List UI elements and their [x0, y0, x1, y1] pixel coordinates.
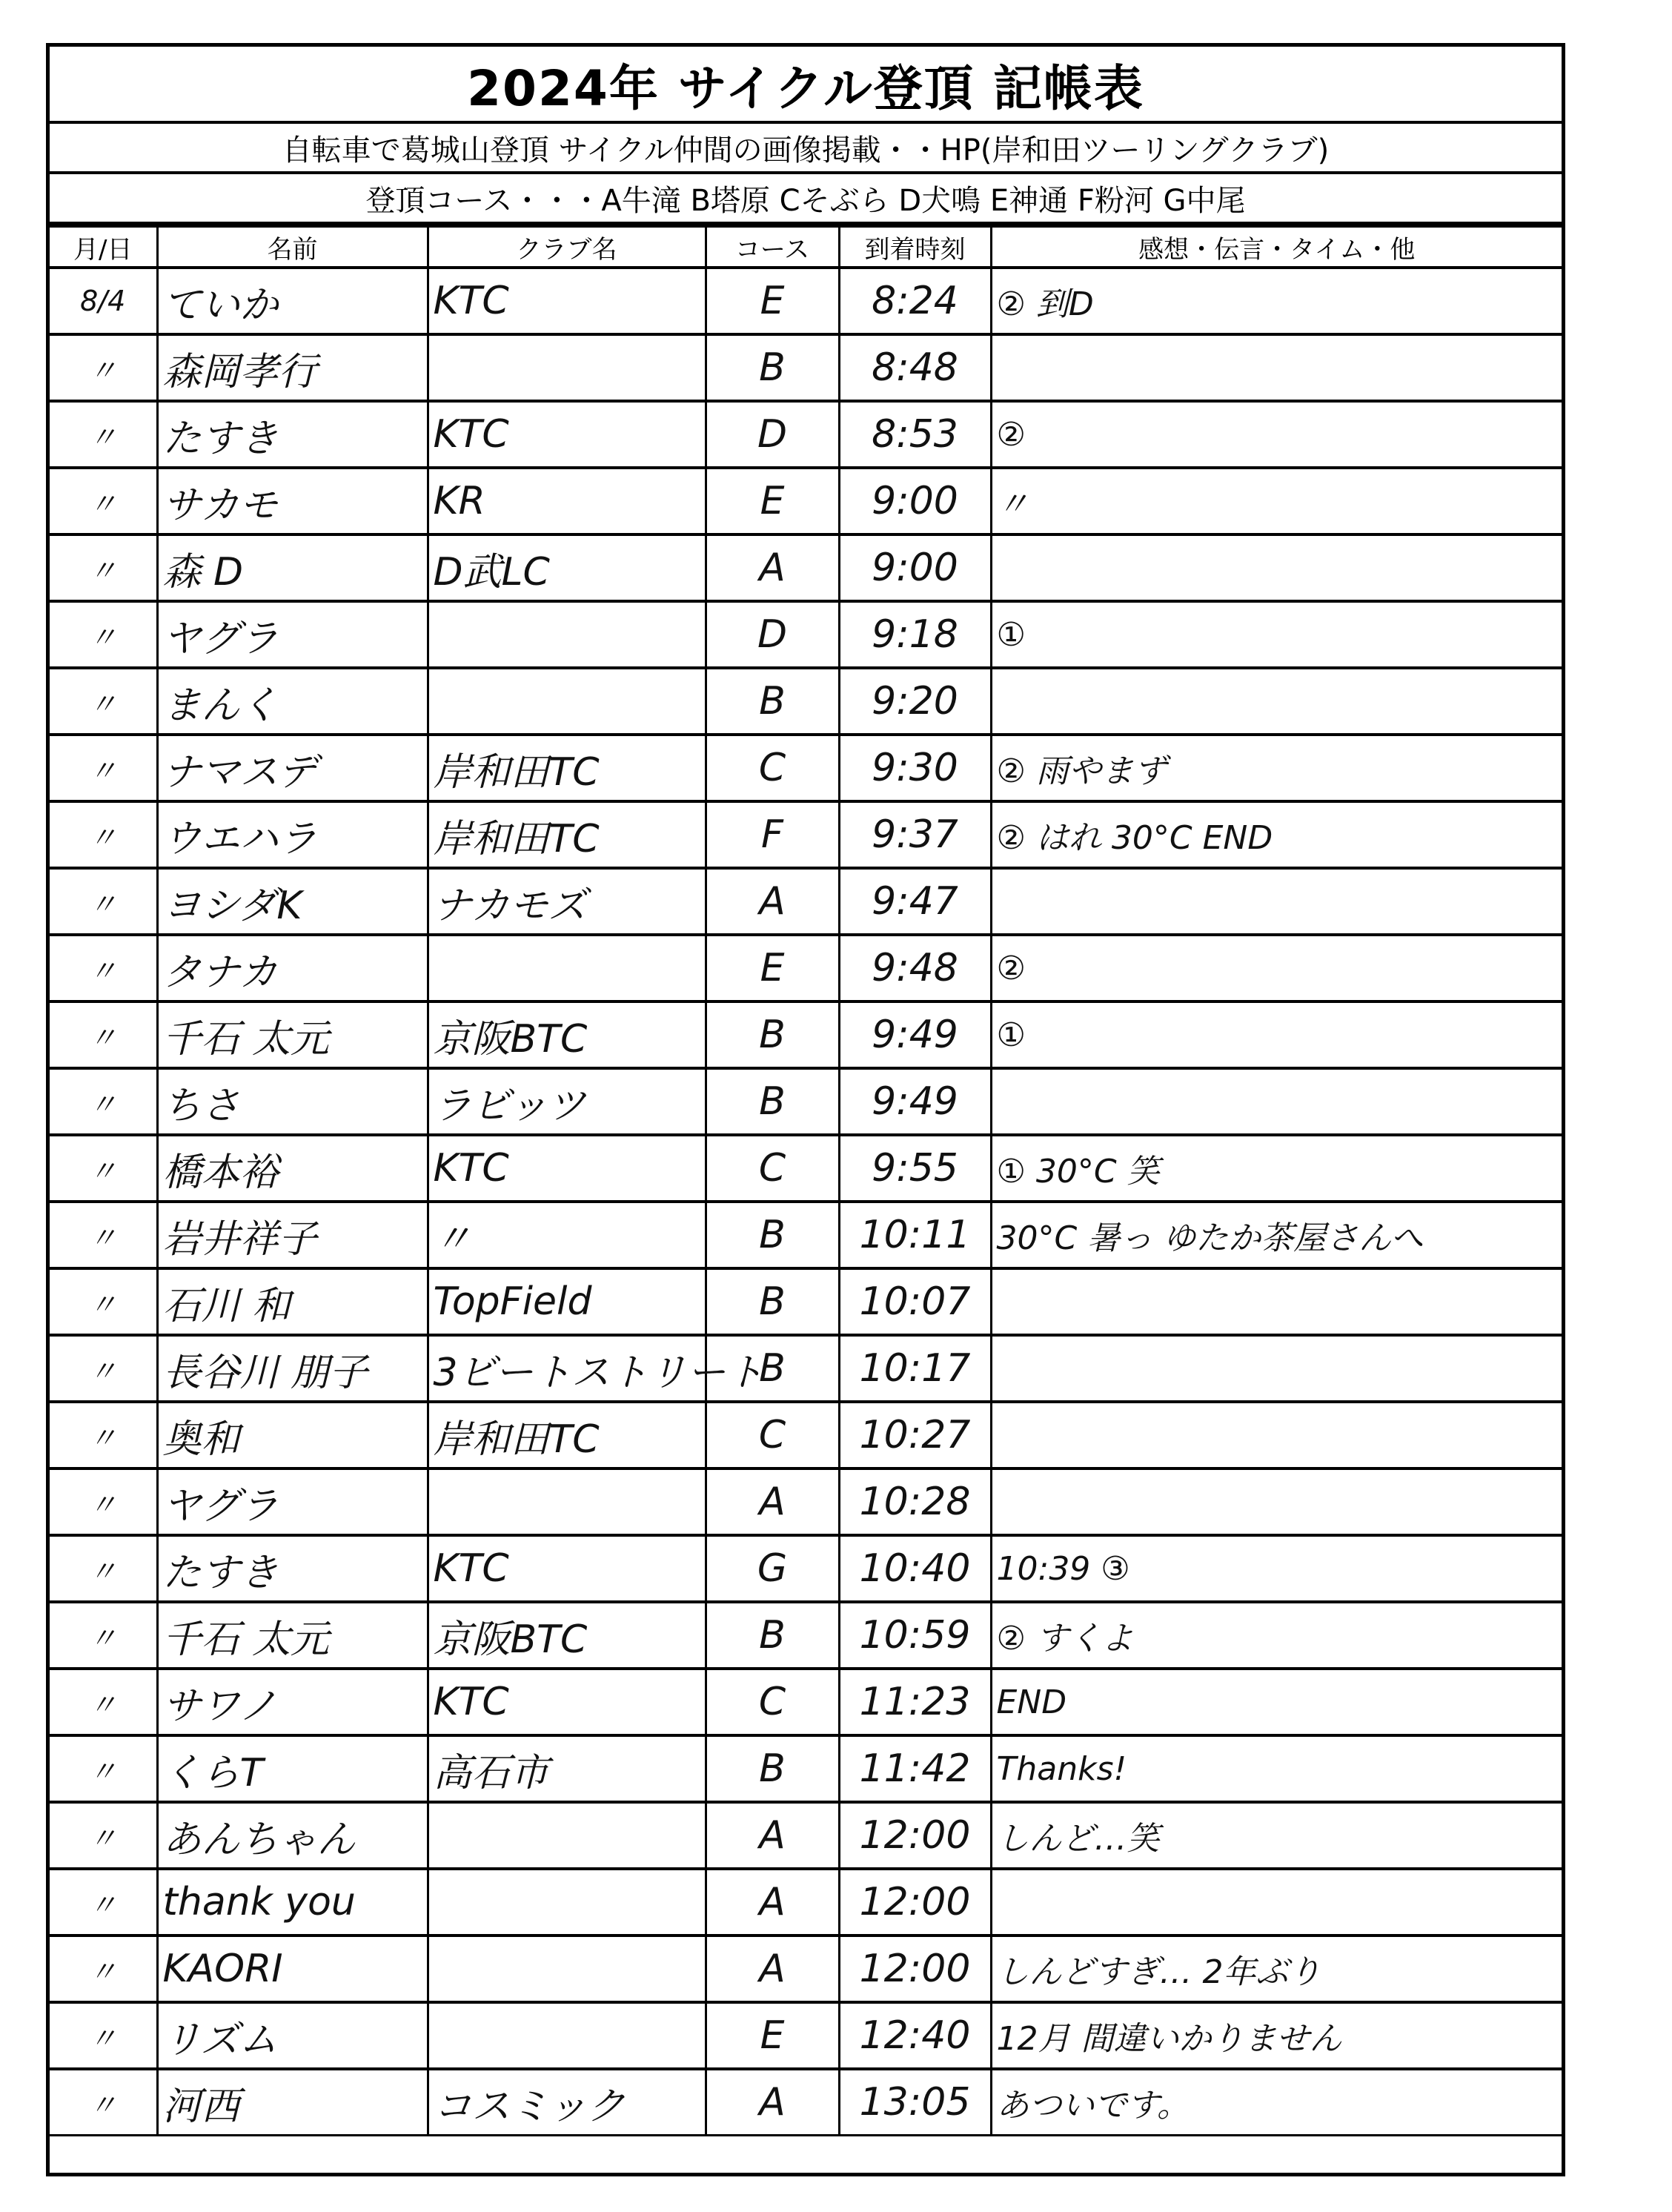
- cell-comment: ② 到D: [991, 268, 1562, 334]
- log-sheet: [46, 43, 1565, 2176]
- cell-comment: ② 雨やまず: [991, 735, 1562, 801]
- cell-comment: END: [991, 1669, 1562, 1735]
- cell-name: 奥和: [157, 1402, 428, 1468]
- cell-club: [428, 1869, 706, 1936]
- cell-club: KTC: [428, 1135, 706, 1202]
- cell-club: KTC: [428, 1669, 706, 1735]
- cell-comment: [991, 1335, 1562, 1402]
- cell-course: A: [706, 1468, 839, 1535]
- cell-course: B: [706, 1602, 839, 1669]
- cell-time: 10:28: [839, 1468, 991, 1535]
- table-row: [50, 2069, 1562, 2136]
- table-row: [50, 1936, 1562, 2002]
- cell-course: E: [706, 468, 839, 534]
- cell-name: リズム: [157, 2002, 428, 2069]
- cell-club: KTC: [428, 1535, 706, 1602]
- cell-time: 10:59: [839, 1602, 991, 1669]
- cell-time: 10:40: [839, 1535, 991, 1602]
- cell-date: 〃: [50, 735, 157, 801]
- cell-comment: しんど…笑: [991, 1802, 1562, 1869]
- cell-date: 〃: [50, 1068, 157, 1135]
- table-row: [50, 534, 1562, 601]
- cell-course: G: [706, 1535, 839, 1602]
- cell-name: ていか: [157, 268, 428, 334]
- cell-club: TopField: [428, 1268, 706, 1335]
- cell-club: KR: [428, 468, 706, 534]
- cell-course: E: [706, 935, 839, 1001]
- cell-time: 9:37: [839, 801, 991, 868]
- cell-club: 京阪BTC: [428, 1602, 706, 1669]
- cell-comment: [991, 534, 1562, 601]
- cell-club: 〃: [428, 1202, 706, 1268]
- cell-name: ナマスデ: [157, 735, 428, 801]
- cell-name: たすき: [157, 401, 428, 468]
- cell-course: F: [706, 801, 839, 868]
- cell-course: B: [706, 1202, 839, 1268]
- cell-name: 森岡孝行: [157, 334, 428, 401]
- cell-club: ナカモズ: [428, 868, 706, 935]
- cell-club: 高石市: [428, 1735, 706, 1802]
- table-row: [50, 1268, 1562, 1335]
- course-legend: 登頂コース・・・A牛滝 B塔原 Cそぶら D犬鳴 E神通 F粉河 G中尾: [50, 174, 1562, 225]
- cell-date: 〃: [50, 401, 157, 468]
- table-row: [50, 1869, 1562, 1936]
- table-row: [50, 1802, 1562, 1869]
- cell-course: A: [706, 1869, 839, 1936]
- table-row: [50, 935, 1562, 1001]
- cell-club: [428, 935, 706, 1001]
- cell-comment: [991, 1068, 1562, 1135]
- cell-club: [428, 2002, 706, 2069]
- cell-course: A: [706, 1802, 839, 1869]
- cell-club: 3ビートストリート: [428, 1335, 706, 1402]
- header-club: クラブ名: [428, 226, 706, 268]
- cell-club: [428, 1468, 706, 1535]
- cell-club: 岸和田TC: [428, 1402, 706, 1468]
- cell-comment: ②: [991, 935, 1562, 1001]
- cell-name: 河西: [157, 2069, 428, 2136]
- cell-club: KTC: [428, 268, 706, 334]
- cell-name: ヨシダK: [157, 868, 428, 935]
- cell-comment: [991, 1468, 1562, 1535]
- cell-club: 京阪BTC: [428, 1001, 706, 1068]
- header-date: 月/日: [50, 226, 157, 268]
- cell-club: コスミック: [428, 2069, 706, 2136]
- cell-name: thank you: [157, 1869, 428, 1936]
- cell-course: E: [706, 268, 839, 334]
- cell-comment: ①: [991, 601, 1562, 668]
- cell-club: [428, 334, 706, 401]
- cell-time: 12:40: [839, 2002, 991, 2069]
- table-row: [50, 801, 1562, 868]
- cell-time: 9:00: [839, 468, 991, 534]
- cell-course: B: [706, 1735, 839, 1802]
- cell-date: 〃: [50, 1335, 157, 1402]
- cell-name: KAORI: [157, 1936, 428, 2002]
- cell-date: 〃: [50, 801, 157, 868]
- cell-date: 〃: [50, 1869, 157, 1936]
- table-row: [50, 1335, 1562, 1402]
- cell-name: まんく: [157, 668, 428, 735]
- cell-time: 10:07: [839, 1268, 991, 1335]
- cell-date: 〃: [50, 1602, 157, 1669]
- cell-course: A: [706, 534, 839, 601]
- cell-name: 石川 和: [157, 1268, 428, 1335]
- header-course: コース: [706, 226, 839, 268]
- sheet-title: 2024年 サイクル登頂 記帳表: [50, 47, 1562, 124]
- cell-course: C: [706, 1135, 839, 1202]
- cell-course: E: [706, 2002, 839, 2069]
- cell-club: [428, 668, 706, 735]
- header-row: [50, 226, 1562, 268]
- table-row: [50, 601, 1562, 668]
- table-row: [50, 1402, 1562, 1468]
- cell-name: 森 D: [157, 534, 428, 601]
- cell-comment: ② はれ 30°C END: [991, 801, 1562, 868]
- cell-club: [428, 1802, 706, 1869]
- cell-course: B: [706, 1001, 839, 1068]
- cell-comment: ②: [991, 401, 1562, 468]
- cell-time: 8:48: [839, 334, 991, 401]
- cell-time: 12:00: [839, 1869, 991, 1936]
- cell-time: 12:00: [839, 1802, 991, 1869]
- cell-date: 〃: [50, 1268, 157, 1335]
- table-row: [50, 1135, 1562, 1202]
- header-time: 到着時刻: [839, 226, 991, 268]
- cell-comment: 12月 間違いかりません: [991, 2002, 1562, 2069]
- cell-course: B: [706, 1335, 839, 1402]
- cell-date: 〃: [50, 1735, 157, 1802]
- cell-club: D武LC: [428, 534, 706, 601]
- table-row: [50, 2002, 1562, 2069]
- cell-time: 11:42: [839, 1735, 991, 1802]
- cell-club: KTC: [428, 401, 706, 468]
- cell-date: 〃: [50, 1535, 157, 1602]
- cell-club: 岸和田TC: [428, 735, 706, 801]
- header-name: 名前: [157, 226, 428, 268]
- cell-name: サワノ: [157, 1669, 428, 1735]
- cell-date: 〃: [50, 1202, 157, 1268]
- cell-course: A: [706, 868, 839, 935]
- cell-name: 千石 太元: [157, 1001, 428, 1068]
- cell-time: 9:18: [839, 601, 991, 668]
- cell-comment: 30°C 暑っ ゆたか茶屋さんへ: [991, 1202, 1562, 1268]
- cell-time: 10:27: [839, 1402, 991, 1468]
- cell-time: 9:49: [839, 1068, 991, 1135]
- cell-date: 〃: [50, 2069, 157, 2136]
- cell-date: 〃: [50, 868, 157, 935]
- cell-course: B: [706, 334, 839, 401]
- cell-comment: 〃: [991, 468, 1562, 534]
- cell-name: たすき: [157, 1535, 428, 1602]
- cell-name: タナカ: [157, 935, 428, 1001]
- table-row: [50, 468, 1562, 534]
- table-row: [50, 668, 1562, 735]
- cell-date: 〃: [50, 935, 157, 1001]
- cell-course: A: [706, 1936, 839, 2002]
- table-row: [50, 334, 1562, 401]
- cell-comment: あついです。: [991, 2069, 1562, 2136]
- cell-date: 〃: [50, 601, 157, 668]
- table-row: [50, 1468, 1562, 1535]
- cell-date: 〃: [50, 668, 157, 735]
- cell-date: 〃: [50, 1402, 157, 1468]
- cell-time: 9:30: [839, 735, 991, 801]
- log-table: [50, 225, 1562, 2136]
- cell-comment: ② すくよ: [991, 1602, 1562, 1669]
- cell-date: 〃: [50, 1802, 157, 1869]
- table-row: [50, 1001, 1562, 1068]
- sheet-subtitle: 自転車で葛城山登頂 サイクル仲間の画像掲載・・HP(岸和田ツーリングクラブ): [50, 124, 1562, 174]
- header-comment: 感想・伝言・タイム・他: [991, 226, 1562, 268]
- cell-name: サカモ: [157, 468, 428, 534]
- table-row: [50, 1202, 1562, 1268]
- cell-name: あんちゃん: [157, 1802, 428, 1869]
- cell-course: C: [706, 735, 839, 801]
- cell-date: 〃: [50, 1468, 157, 1535]
- cell-course: D: [706, 601, 839, 668]
- cell-club: [428, 601, 706, 668]
- cell-name: 長谷川 朋子: [157, 1335, 428, 1402]
- cell-time: 8:53: [839, 401, 991, 468]
- cell-comment: [991, 334, 1562, 401]
- cell-date: 〃: [50, 534, 157, 601]
- cell-course: C: [706, 1669, 839, 1735]
- cell-comment: [991, 868, 1562, 935]
- cell-time: 11:23: [839, 1669, 991, 1735]
- cell-time: 13:05: [839, 2069, 991, 2136]
- cell-comment: [991, 1869, 1562, 1936]
- cell-club: [428, 1936, 706, 2002]
- cell-date: 〃: [50, 1135, 157, 1202]
- cell-date: 〃: [50, 1669, 157, 1735]
- cell-comment: 10:39 ③: [991, 1535, 1562, 1602]
- cell-date: 〃: [50, 1001, 157, 1068]
- cell-date: 〃: [50, 334, 157, 401]
- cell-course: C: [706, 1402, 839, 1468]
- table-row: [50, 735, 1562, 801]
- table-row: [50, 1735, 1562, 1802]
- table-row: [50, 1602, 1562, 1669]
- cell-date: 〃: [50, 468, 157, 534]
- table-row: [50, 401, 1562, 468]
- cell-course: B: [706, 1268, 839, 1335]
- cell-comment: ①: [991, 1001, 1562, 1068]
- table-row: [50, 1669, 1562, 1735]
- cell-name: ウエハラ: [157, 801, 428, 868]
- cell-time: 9:55: [839, 1135, 991, 1202]
- cell-name: ヤグラ: [157, 1468, 428, 1535]
- cell-name: 岩井祥子: [157, 1202, 428, 1268]
- cell-name: 橋本裕: [157, 1135, 428, 1202]
- table-row: [50, 868, 1562, 935]
- cell-comment: [991, 668, 1562, 735]
- cell-time: 9:20: [839, 668, 991, 735]
- cell-course: D: [706, 401, 839, 468]
- cell-name: くらT: [157, 1735, 428, 1802]
- cell-comment: [991, 1268, 1562, 1335]
- table-row: [50, 268, 1562, 334]
- log-rows: [50, 268, 1562, 2136]
- cell-time: 9:47: [839, 868, 991, 935]
- cell-club: 岸和田TC: [428, 801, 706, 868]
- cell-time: 12:00: [839, 1936, 991, 2002]
- cell-club: ラビッツ: [428, 1068, 706, 1135]
- cell-date: 〃: [50, 2002, 157, 2069]
- cell-course: B: [706, 668, 839, 735]
- cell-name: ちさ: [157, 1068, 428, 1135]
- table-row: [50, 1535, 1562, 1602]
- table-row: [50, 1068, 1562, 1135]
- cell-course: A: [706, 2069, 839, 2136]
- cell-time: 10:11: [839, 1202, 991, 1268]
- cell-time: 9:00: [839, 534, 991, 601]
- cell-time: 9:48: [839, 935, 991, 1001]
- cell-time: 8:24: [839, 268, 991, 334]
- cell-time: 10:17: [839, 1335, 991, 1402]
- cell-date: 〃: [50, 1936, 157, 2002]
- cell-name: ヤグラ: [157, 601, 428, 668]
- cell-comment: しんどすぎ… 2年ぶり: [991, 1936, 1562, 2002]
- cell-comment: [991, 1402, 1562, 1468]
- cell-course: B: [706, 1068, 839, 1135]
- cell-comment: Thanks!: [991, 1735, 1562, 1802]
- cell-time: 9:49: [839, 1001, 991, 1068]
- cell-name: 千石 太元: [157, 1602, 428, 1669]
- cell-comment: ① 30°C 笑: [991, 1135, 1562, 1202]
- cell-date: 8/4: [50, 268, 157, 334]
